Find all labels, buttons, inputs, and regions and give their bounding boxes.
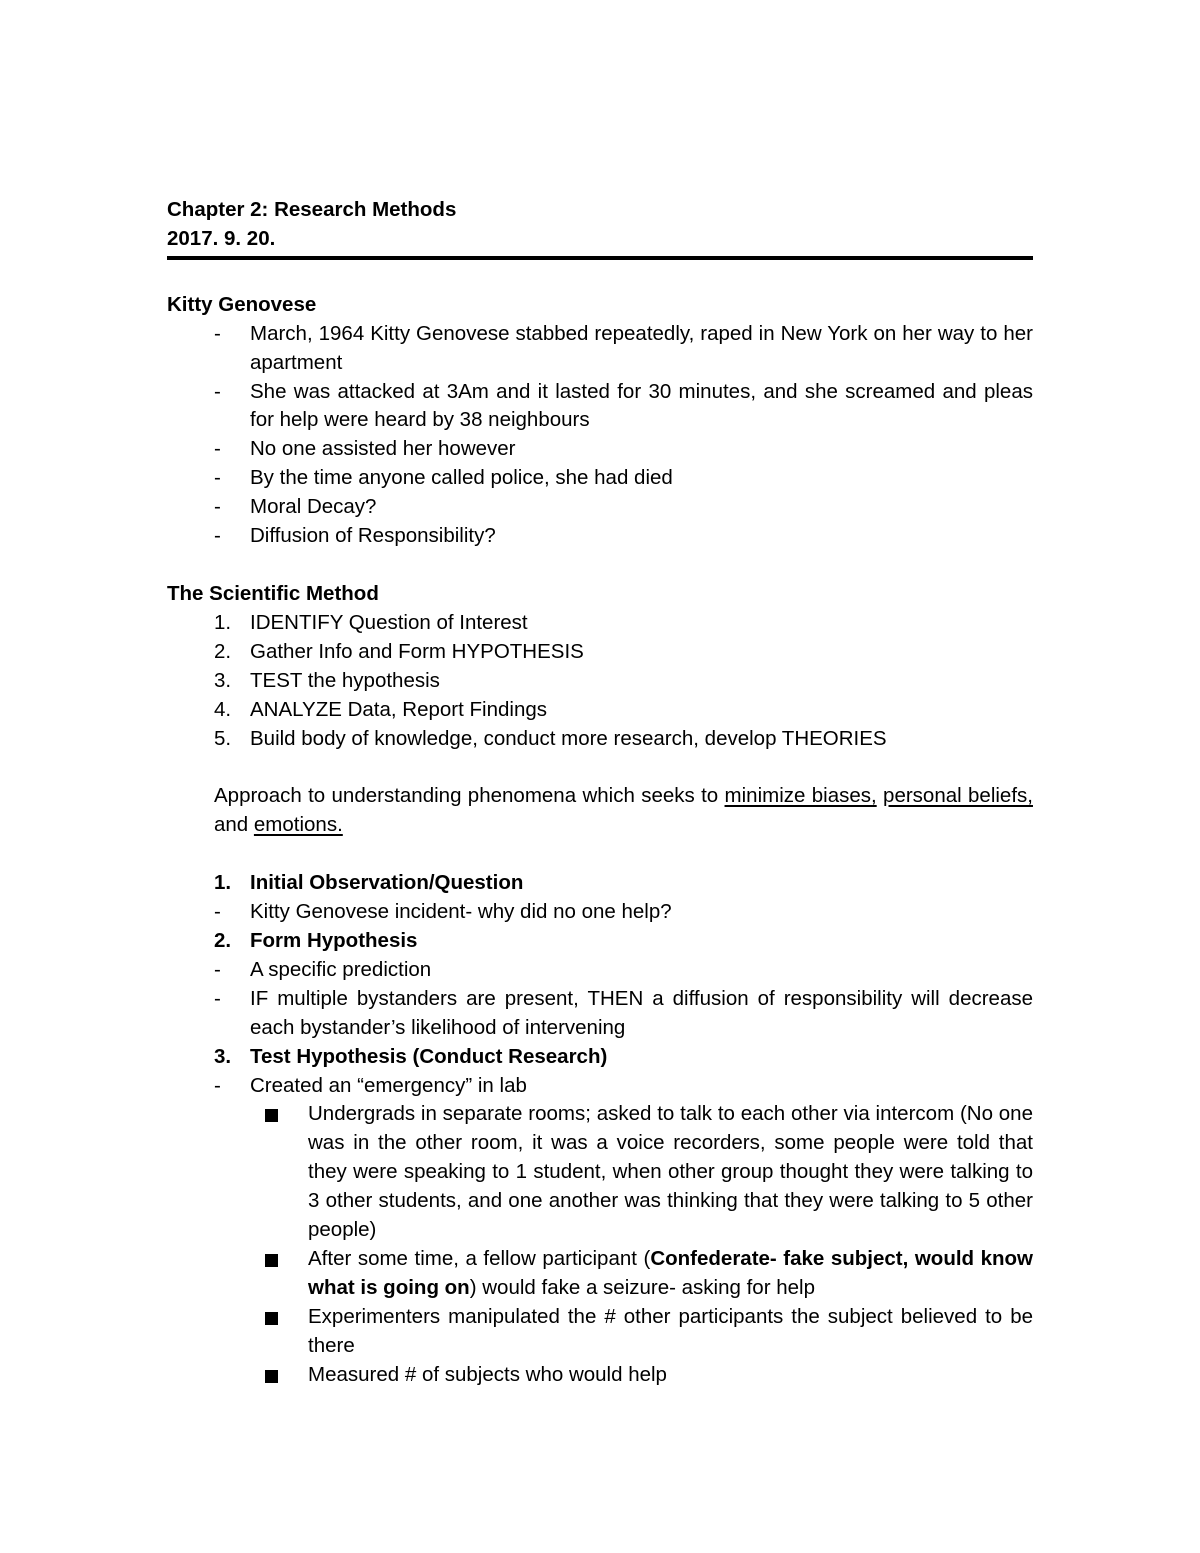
numbered-heading: 2. Form Hypothesis <box>214 929 418 953</box>
list-item: - Moral Decay? <box>167 493 1033 522</box>
spacer <box>167 551 1033 580</box>
list-item: - Kitty Genovese incident- why did no one help? <box>167 898 1033 927</box>
list-item: - No one assisted her however <box>167 435 1033 464</box>
document-content <box>167 196 1033 1390</box>
list-item: - IF multiple bystanders are present, THEN a diffusion of responsibility will decrease each bystander’s likelihood of intervening <box>214 986 1033 1039</box>
approach-paragraph: Approach to understanding phenomena which seeks to minimize biases, personal beliefs, and emotions. <box>214 784 1033 837</box>
numbered-item: 4. ANALYZE Data, Report Findings <box>214 697 547 721</box>
numbered-heading: 1. Initial Observation/Question <box>214 871 524 895</box>
sub-list-item: Undergrads in separate rooms; asked to talk to each other via intercom (No one was in the other room, it was a voice recorders, some people were told that they were speaking to 1 student, when other group thought they were talking to 3 other students, and one another was thinking that they were talking to 5 other people) <box>167 1100 1033 1245</box>
list-item: - Created an “emergency” in lab <box>167 1072 1033 1101</box>
header-divider <box>167 256 1033 260</box>
square-bullet-icon <box>265 1370 278 1383</box>
spacer <box>167 753 1033 782</box>
page-title: Chapter 2: Research Methods <box>167 198 457 221</box>
list-item: - A specific prediction <box>167 956 1033 985</box>
dash-marker: - <box>214 986 221 1010</box>
dash-marker: - <box>214 1073 221 1097</box>
page-date: 2017. 9. 20. <box>167 226 276 250</box>
list-item: - March, 1964 Kitty Genovese stabbed repeatedly, raped in New York on her way to her apartment <box>214 321 1033 374</box>
numbered-item: 5. Build body of knowledge, conduct more research, develop THEORIES <box>214 726 887 750</box>
dash-marker: - <box>214 524 221 548</box>
dash-marker: - <box>214 321 221 345</box>
dash-marker: - <box>214 466 221 490</box>
dash-marker: - <box>214 900 221 924</box>
square-bullet-icon <box>265 1254 278 1267</box>
section-heading-kitty-genovese: Kitty Genovese <box>167 292 317 316</box>
dash-marker: - <box>214 437 221 461</box>
dash-marker: - <box>214 379 221 403</box>
sub-list-item: Measured # of subjects who would help <box>167 1361 1033 1390</box>
square-bullet-icon <box>265 1312 278 1325</box>
dash-marker: - <box>214 957 221 981</box>
numbered-item: 2. Gather Info and Form HYPOTHESIS <box>214 639 584 663</box>
sub-list-item: Experimenters manipulated the # other participants the subject believed to be there <box>167 1303 1033 1361</box>
numbered-item: 3. TEST the hypothesis <box>214 668 440 692</box>
list-item: - She was attacked at 3Am and it lasted for 30 minutes, and she screamed and pleas for help were heard by 38 neighbours <box>214 379 1033 432</box>
list-item: - By the time anyone called police, she had died <box>167 464 1033 493</box>
section-heading-scientific-method: The Scientific Method <box>167 581 379 605</box>
spacer <box>167 840 1033 869</box>
list-item: - Diffusion of Responsibility? <box>167 522 1033 551</box>
numbered-item: 1. IDENTIFY Question of Interest <box>214 610 528 634</box>
square-bullet-icon <box>265 1109 278 1122</box>
dash-marker: - <box>214 495 221 519</box>
sub-list-item: After some time, a fellow participant (Confederate- fake subject, would know what is going on) would fake a seizure- asking for help <box>167 1245 1033 1303</box>
numbered-heading: 3. Test Hypothesis (Conduct Research) <box>214 1044 608 1068</box>
